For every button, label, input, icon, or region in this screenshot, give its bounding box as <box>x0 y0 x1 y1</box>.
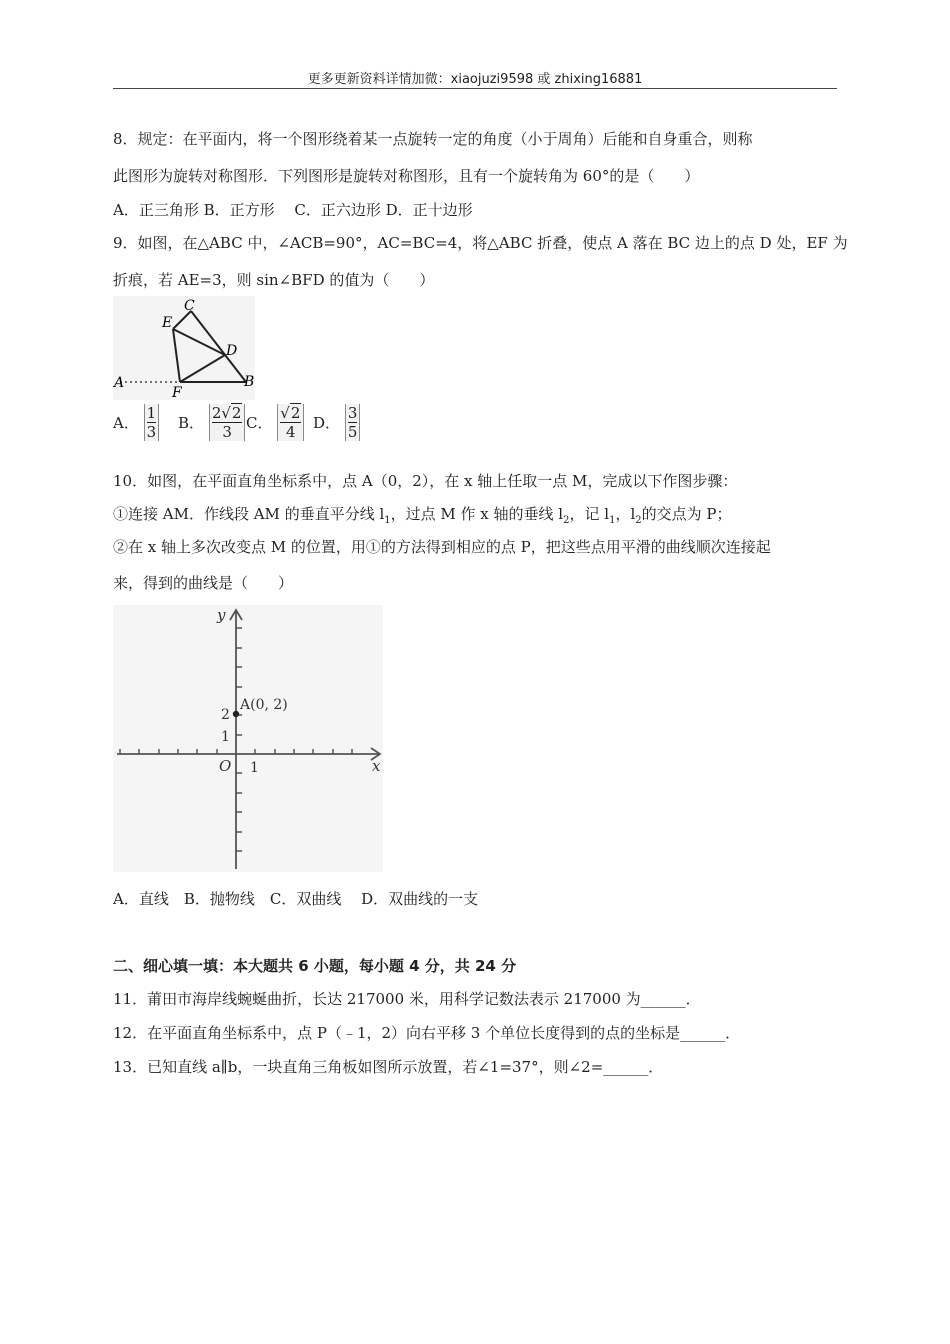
q10-line2: ①连接 AM．作线段 AM 的垂直平分线 $l_1$，过点 M 作 x 轴的垂线 $l_2$，记 $l_1$，$l_2$的交点为 P； <box>113 505 732 526</box>
label-e: E <box>162 315 173 331</box>
q9-option-a: A． $\frac{1}{3}$ <box>113 404 159 441</box>
point-a-label: A(0, 2) <box>240 697 288 713</box>
label-f: F <box>172 385 182 400</box>
q8-line2: 此图形为旋转对称图形．下列图形是旋转对称图形，且有一个旋转角为 60°的是（ ） <box>113 167 700 185</box>
q10-line4: 来，得到的曲线是（ ） <box>113 574 294 592</box>
q12-text: 12．在平面直角坐标系中，点 P（﹣1，2）向右平移 3 个单位长度得到的点的坐标是______． <box>113 1024 741 1042</box>
label-b: B <box>244 374 255 390</box>
q8-options: A．正三角形 B．正方形 C．正六边形 D．正十边形 <box>113 201 473 219</box>
fraction-c: $\frac{√2}{4}$ <box>277 404 304 441</box>
q9-line1: 9．如图，在△ABC 中，∠ACB=90°，AC=BC=4，将△ABC 折叠，使点 A 落在 BC 边上的点 D 处，EF 为 <box>113 234 848 252</box>
q10-line1: 10．如图，在平面直角坐标系中，点 A（0，2），在 x 轴上任取一点 M，完成以下作图步骤： <box>113 472 738 490</box>
q9-option-b: B． $\frac{2√2}{3}$ <box>178 404 245 441</box>
section2-title: 二、细心填一填：本大题共 6 小题，每小题 4 分，共 24 分 <box>113 957 517 975</box>
q13-text: 13．已知直线 a∥b，一块直角三角板如图所示放置，若∠1=37°，则∠2=______． <box>113 1058 664 1076</box>
fraction-b: $\frac{2√2}{3}$ <box>209 404 246 441</box>
x-axis-label: x <box>372 757 381 775</box>
q9-line2: 折痕，若 AE=3，则 sin∠BFD 的值为（ ） <box>113 271 435 289</box>
q11-text: 11．莆田市海岸线蜿蜒曲折，长达 217000 米，用科学记数法表示 217000 为______． <box>113 990 701 1008</box>
q8-line1: 8．规定：在平面内，将一个图形绕着某一点旋转一定的角度（小于周角）后能和自身重合，则称 <box>113 130 753 148</box>
header-divider <box>113 88 837 89</box>
q9-option-c: C． $\frac{√2}{4}$ <box>246 404 304 441</box>
y-tick-label-2: 2 <box>221 707 230 723</box>
y-axis-label: y <box>217 606 226 624</box>
y-tick-label-1: 1 <box>221 729 230 745</box>
label-c: C <box>184 298 195 314</box>
fraction-d: $\frac{3}{5}$ <box>345 404 361 441</box>
q10-coordinate-figure <box>113 605 383 872</box>
fraction-a: $\frac{1}{3}$ <box>144 404 160 441</box>
q10-line3: ②在 x 轴上多次改变点 M 的位置，用①的方法得到相应的点 P，把这些点用平滑的曲线顺次连接起 <box>113 538 771 556</box>
point-a <box>233 711 239 717</box>
page-header: 更多更新资料详情加微：xiaojuzi9598 或 zhixing16881 <box>307 72 643 87</box>
q10-options: A．直线 B．抛物线 C．双曲线 D．双曲线的一支 <box>113 890 479 908</box>
q9-option-d: D． $\frac{3}{5}$ <box>313 404 360 441</box>
q9-triangle-figure <box>113 296 255 400</box>
origin-label: O <box>219 757 232 775</box>
label-a: A <box>114 375 125 391</box>
x-tick-label-1: 1 <box>250 760 259 776</box>
label-d: D <box>226 343 238 359</box>
figure-background <box>113 605 383 872</box>
